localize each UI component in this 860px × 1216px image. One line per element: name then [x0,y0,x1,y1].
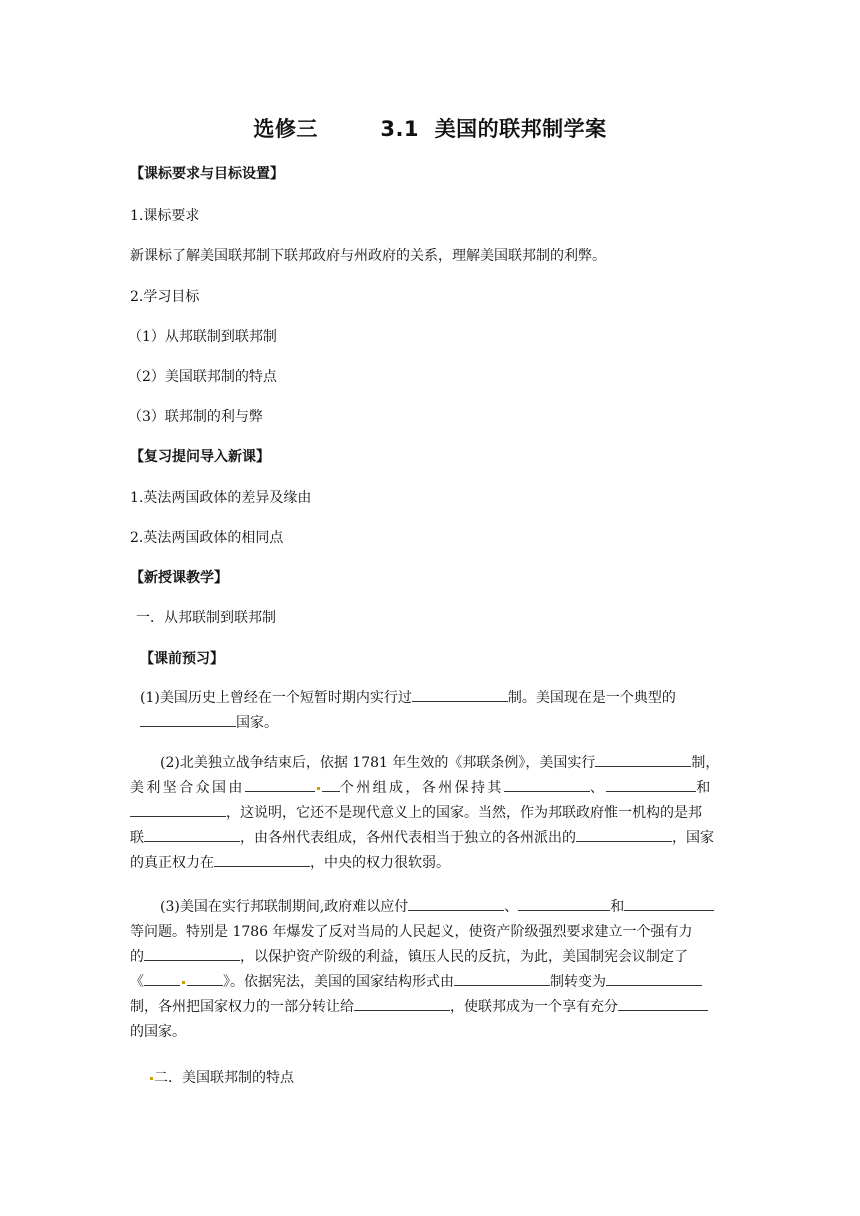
text-span: (2)北美独立战争结束后，依据 1781 年生效的《邦联条例》，美国实行 [160,755,596,771]
text-span: 等问题。特别是 1786 年爆发了反对当局的人民起义，使资产阶级强烈要求建立一个强有力 [130,924,693,940]
text-span: 联 [130,830,144,846]
section-heading-new: 【新授课教学】 [130,570,228,586]
text-span: (3)美国在实行邦联制期间,政府难以应付 [160,899,409,915]
text-span: 》。依据宪法，美国的国家结构形式由 [223,974,454,990]
text-span: 的真正权力在 [130,855,214,871]
text-span: ，国家 [672,830,714,846]
fill-blank[interactable] [214,851,310,867]
goal-heading: 2.学习目标 [130,289,200,305]
text-span: 制，各州把国家权力的一部分转让给 [130,999,354,1015]
fill-blank[interactable] [518,895,610,911]
preview-heading: 【课前预习】 [140,651,224,667]
text-span: ，由各州代表组成，各州代表相当于独立的各州派出的 [240,830,576,846]
part-two-heading [150,1068,294,1088]
fill-blank[interactable] [144,826,240,842]
text-span: 制。美国现在是一个典型的 [507,690,676,706]
text-span: 制， [691,755,720,771]
text-span: 、 [504,899,519,915]
part-one-heading: 一．从邦联制到联邦制 [136,610,276,626]
fill-blank[interactable] [144,970,180,986]
page-title: 选修三 3.1 美国的联邦制学案 [253,117,607,141]
text-span: 和 [610,899,625,915]
requirement-heading: 1.课标要求 [130,208,200,224]
fill-blank[interactable] [144,945,240,961]
fill-blank[interactable] [618,995,708,1011]
fill-blank[interactable] [595,751,691,767]
text-span: 个州组成，各州保持其 [339,780,504,796]
text-span: 《 [130,974,144,990]
fill-blank[interactable] [454,970,550,986]
goal-item: （2）美国联邦制的特点 [128,369,277,385]
text-span: 制转变为 [550,974,606,990]
preview-paragraph-2 [130,751,730,876]
fill-blank[interactable] [245,776,315,792]
preview-paragraph-3 [130,895,730,1045]
fill-blank[interactable] [606,776,696,792]
section-heading-goals: 【课标要求与目标设置】 [130,166,284,182]
preview-paragraph-1 [140,686,730,736]
text-span: 美利坚合众国由 [130,780,245,796]
text-span: ，中央的权力很软弱。 [310,855,450,871]
fill-blank[interactable] [187,970,223,986]
text-span: ，这说明，它还不是现代意义上的国家。当然，作为邦联政府惟一机构的是邦 [226,805,702,821]
review-item: 2.英法两国政体的相同点 [130,530,284,546]
fill-blank[interactable] [576,826,672,842]
text-span: (1)美国历史上曾经在一个短暂时期内实行过 [140,690,412,706]
text-span: 国家。 [236,715,278,731]
fill-blank[interactable] [354,995,450,1011]
text-span: 的国家。 [130,1024,186,1040]
marker-dot [182,981,185,984]
fill-blank[interactable] [624,895,714,911]
marker-dot [317,787,320,790]
text-span: 的 [130,949,144,965]
fill-blank[interactable] [140,711,236,727]
goal-item: （1）从邦联制到联邦制 [128,329,277,345]
text-span: ，以保护资产阶级的利益，镇压人民的反抗，为此，美国制宪会议制定了 [240,949,688,965]
requirement-text: 新课标了解美国联邦制下联邦政府与州政府的关系，理解美国联邦制的利弊。 [130,248,606,264]
text-span: 和 [696,780,713,796]
fill-blank[interactable] [606,970,702,986]
fill-blank[interactable] [408,895,504,911]
text-span: 、 [589,780,607,796]
review-item: 1.英法两国政体的差异及缘由 [130,490,312,506]
fill-blank[interactable] [130,801,226,817]
section-heading-review: 【复习提问导入新课】 [130,449,270,465]
fill-blank[interactable] [504,776,590,792]
text-span: 二．美国联邦制的特点 [154,1070,294,1086]
text-span: ，使联邦成为一个享有充分 [450,999,618,1015]
goal-item: （3）联邦制的利与弊 [128,409,263,425]
fill-blank[interactable] [412,686,508,702]
marker-dot [150,1077,153,1080]
fill-blank[interactable] [322,776,340,792]
